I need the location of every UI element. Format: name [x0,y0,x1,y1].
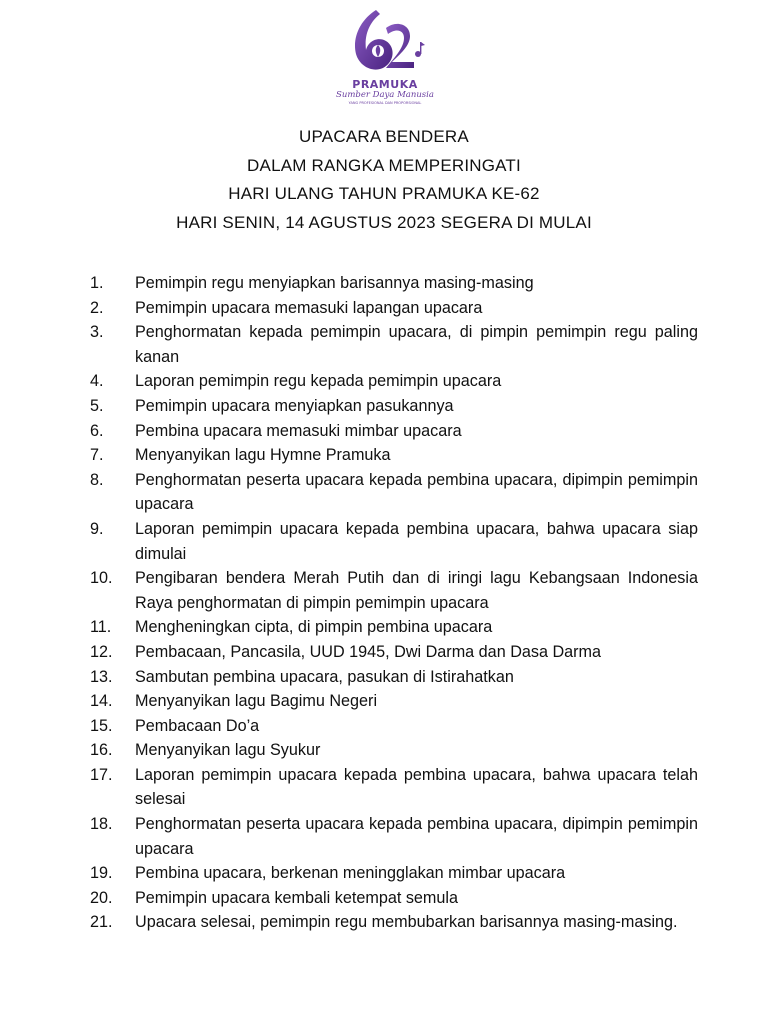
item-text: Pengibaran bendera Merah Putih dan di iringi lagu Kebangsaan Indonesia Raya penghormatan di pimpin pemimpin upacara [135,569,698,612]
item-number: 9. [90,519,104,538]
item-number: 12. [90,642,113,661]
item-text: Sambutan pembina upacara, pasukan di Istirahatkan [135,667,514,686]
item-text: Pembina upacara, berkenan meningglakan mimbar upacara [135,864,566,883]
list-item [90,640,698,665]
item-number: 8. [90,470,104,489]
item-number: 18. [90,815,113,834]
document-title [0,123,768,237]
item-number: 1. [90,274,104,292]
list-item [90,566,698,615]
logo-small-text: YANG PROFESIONAL DAN PROPORSIONAL [348,101,422,105]
item-number: 3. [90,323,104,342]
list-item [90,468,698,517]
item-text: Mengheningkan cipta, di pimpin pembina upacara [135,618,493,637]
list-item [90,296,698,321]
list-item [90,861,698,886]
list-item [90,271,698,296]
item-number: 6. [90,421,104,440]
item-text: Penghormatan kepada pemimpin upacara, di pimpin pemimpin regu paling kanan [135,323,698,366]
list-item [90,517,698,566]
item-number: 11. [90,618,112,637]
list-item [90,812,698,861]
pramuka-62-logo [330,4,440,104]
item-text: Pembina upacara memasuki mimbar upacara [135,421,462,440]
list-item [90,763,698,812]
item-number: 19. [90,864,113,883]
list-item [90,665,698,690]
item-number: 10. [90,569,113,588]
item-text: Pembacaan Do’a [135,716,260,735]
item-text: Pembacaan, Pancasila, UUD 1945, Dwi Darma dan Dasa Darma [135,642,602,661]
item-number: 21. [90,913,113,932]
item-number: 7. [90,446,104,465]
title-line-3: HARI ULANG TAHUN PRAMUKA KE-62 [228,184,540,203]
title-line-1: UPACARA BENDERA [299,127,469,146]
item-number: 14. [90,692,113,711]
ceremony-agenda-list [90,271,698,935]
list-item [90,886,698,911]
item-text: Laporan pemimpin regu kepada pemimpin upacara [135,372,502,391]
item-text: Pemimpin upacara menyiapkan pasukannya [135,396,454,415]
list-item [90,714,698,739]
item-text: Menyanyikan lagu Hymne Pramuka [135,446,391,465]
item-text: Pemimpin upacara memasuki lapangan upacara [135,298,483,317]
list-item [90,689,698,714]
item-number: 5. [90,396,104,415]
logo-wordmark: PRAMUKA [352,78,418,91]
item-number: 2. [90,298,104,317]
logo-tagline: Sumber Daya Manusia [336,90,434,100]
list-item [90,419,698,444]
item-number: 16. [90,741,113,760]
title-line-2: DALAM RANGKA MEMPERINGATI [247,155,521,175]
item-number: 13. [90,667,113,686]
list-item [90,910,698,935]
item-text: Pemimpin upacara kembali ketempat semula [135,888,458,907]
list-item [90,369,698,394]
item-number: 15. [90,716,113,735]
item-text: Pemimpin regu menyiapkan barisannya masing-masing [135,274,534,292]
item-number: 17. [90,765,113,784]
item-text: Menyanyikan lagu Syukur [135,741,321,760]
item-number: 4. [90,372,104,391]
item-text: Upacara selesai, pemimpin regu membubarkan barisannya masing-masing. [135,913,678,932]
item-text: Menyanyikan lagu Bagimu Negeri [135,692,378,711]
list-item [90,320,698,369]
list-item [90,394,698,419]
item-text: Laporan pemimpin upacara kepada pembina upacara, bahwa upacara siap dimulai [135,519,698,563]
item-text: Penghormatan peserta upacara kepada pembina upacara, dipimpin pemimpin upacara [135,815,698,858]
list-item [90,615,698,640]
logo-emblem-icon [330,4,440,80]
item-text: Penghormatan peserta upacara kepada pembina upacara, dipimpin pemimpin upacara [135,470,698,514]
list-item [90,443,698,468]
item-text: Laporan pemimpin upacara kepada pembina upacara, bahwa upacara telah selesai [135,765,698,809]
title-line-4: HARI SENIN, 14 AGUSTUS 2023 SEGERA DI MULAI [176,212,592,232]
item-number: 20. [90,888,113,907]
list-item [90,738,698,763]
